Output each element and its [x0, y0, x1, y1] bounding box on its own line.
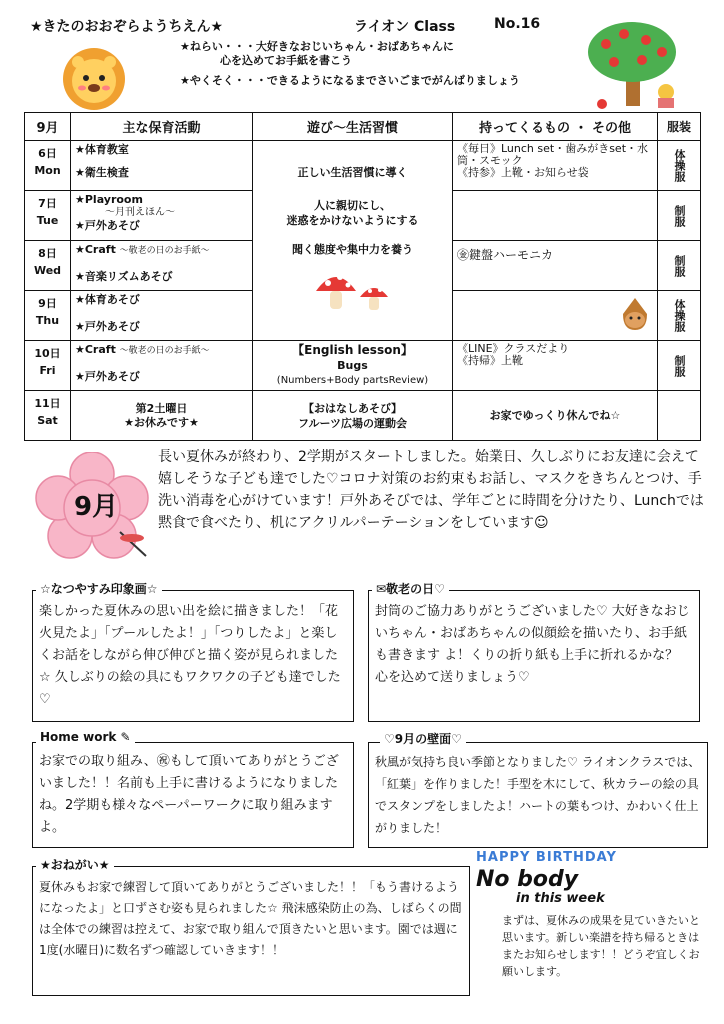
date-cell — [25, 241, 71, 291]
clothing-cell: 制服 — [658, 341, 701, 391]
activity-1-detail: ～敬老の日のお手紙～ — [119, 246, 210, 256]
summer-text: 楽しかった夏休みの思い出を絵に描きました！「花火見たよ」「プールしたよ！」「つりしたよ」と楽しくお話をしながら伸び伸びと描く姿が見られました☆ 久しぶりの絵の具にもワクワクの子ども達でした♡ — [39, 604, 341, 707]
activity-1-detail: ～月刊えほん～ — [105, 207, 175, 218]
activity-cell — [71, 391, 253, 441]
summer-section — [32, 590, 354, 722]
summer-title: ☆なつやすみ印象画☆ — [36, 580, 162, 597]
bring-cell — [453, 241, 658, 291]
date-cell — [25, 191, 71, 241]
bring-item-1: ㊎鍵盤ハーモニカ — [457, 248, 554, 262]
activity-1: ★Craft — [75, 343, 116, 356]
schedule-table — [24, 112, 701, 441]
english-lesson-detail: (Numbers+Body partsReview) — [276, 375, 429, 386]
heart-icon: ♡ — [434, 582, 445, 596]
story-play-topic: フルーツ広場の運動会 — [297, 416, 408, 430]
intro-text: 長い夏休みが終わり、2学期がスタートしました。始業日、久しぶりにお友達に会えて嬉しそうな子ども達でした♡コロナ対策のお約束もお話し、マスクをきちんとつけ、手洗い消毒を心がけています！戸外あそびでは、学年ごとに時間を分けたり、Lunchでは黙食で食べたり、机にアクリルパーテーションをしています☺ — [158, 449, 704, 531]
heart-icon: ♡ — [451, 732, 462, 746]
activity-2: ★音楽リズムあそび — [75, 270, 173, 283]
activity-cell — [71, 141, 253, 191]
english-lesson-title: 【English lesson】 — [292, 343, 413, 357]
request-section — [32, 866, 470, 996]
bring-item-2: 《持参》上靴・お知らせ袋 — [457, 166, 589, 179]
promise-text: ★やくそく・・・できるようになるまでさいごまでがんばりましょう — [180, 74, 520, 87]
date: 11日 — [34, 397, 61, 410]
homework-title-text: Home work — [40, 730, 117, 744]
weekday: Wed — [33, 264, 62, 277]
bring-item-1: 《毎日》Lunch set・歯みがきset・水筒・スモック — [457, 142, 649, 167]
bring-cell: お家でゆっくり休んでね☆ — [453, 391, 658, 441]
wall-title — [380, 730, 466, 747]
bring-cell — [453, 141, 658, 191]
birthday-none: No body — [476, 867, 579, 892]
birthday-section — [476, 850, 706, 980]
birthday-week: in this week — [516, 891, 605, 906]
chestnut-icon — [617, 294, 653, 334]
request-text: 夏休みもお家で練習して頂いてありがとうございました！！「もう書けるようになったよ」と口ずさむ姿も見られました☆ 飛沫感染防止の為、しばらくの間は全体での練習は控えて、お家で取り組んで頂きたいと思います。園では週に1度(水曜日)に数名ずつ確認していきます！！ — [39, 880, 462, 957]
issue-number: No.16 — [494, 16, 541, 32]
story-play-title: 【おはなしあそび】 — [303, 401, 402, 415]
bring-cell — [453, 191, 658, 241]
english-lesson-topic: Bugs — [337, 359, 368, 372]
activity-1: ★体育教室 — [75, 143, 129, 156]
date: 6日 — [38, 147, 57, 160]
heart-icon: ♡ — [384, 732, 395, 746]
clothing-cell: 体操服 — [658, 291, 701, 341]
date: 7日 — [38, 197, 57, 210]
activity-2: ★戸外あそび — [75, 219, 140, 232]
weekday: Thu — [35, 314, 60, 327]
request-title: ★おねがい★ — [36, 856, 114, 873]
header-bring: 持ってくるもの ・ その他 — [453, 113, 658, 141]
english-lesson-cell — [253, 341, 453, 391]
activity-1: 第2土曜日 — [135, 401, 188, 415]
activity-1: ★Playroom — [75, 193, 143, 206]
bring-cell — [453, 291, 658, 341]
class-name: ライオン Class — [354, 19, 456, 35]
bring-item-2: 《持帰》上靴 — [457, 354, 523, 367]
activity-cell — [71, 291, 253, 341]
header-clothing: 服装 — [658, 113, 701, 141]
keiro-section — [368, 590, 700, 722]
table-row — [25, 341, 701, 391]
bring-item-1: 《LINE》クラスだより — [457, 342, 570, 355]
clothing-cell: 体操服 — [658, 141, 701, 191]
table-row — [25, 391, 701, 441]
birthday-title — [476, 850, 706, 865]
activity-2: ★戸外あそび — [75, 370, 140, 383]
activity-2: ★お休みです★ — [124, 415, 199, 429]
bring-cell — [453, 341, 658, 391]
weekday: Sat — [37, 414, 58, 427]
homework-title — [36, 730, 135, 744]
clothing-cell: 制服 — [658, 191, 701, 241]
date-cell — [25, 391, 71, 441]
habit-cell — [253, 141, 453, 341]
header-activities: 主な保育活動 — [71, 113, 253, 141]
birthday-title-text: HAPPY BIRTHDAY — [476, 850, 617, 865]
date-cell — [25, 341, 71, 391]
activity-1: ★体育あそび — [75, 293, 140, 306]
weekday: Mon — [34, 164, 61, 177]
header-habits: 遊び～生活習慣 — [253, 113, 453, 141]
homework-text: お家での取り組み、㊗もして頂いてありがとうございました！！名前も上手に書けるようになりましたね。2学期も様々なペーパーワークに取り組みますよ。 — [39, 754, 339, 835]
table-row — [25, 141, 701, 191]
story-play-cell — [253, 391, 453, 441]
activity-2: ★戸外あそび — [75, 320, 140, 333]
school-name: ★きたのおおぞらようちえん★ — [30, 19, 224, 35]
activity-cell — [71, 241, 253, 291]
header — [24, 12, 700, 108]
aim-line-2: 心を込めてお手紙を書こう — [220, 54, 352, 67]
aim-text — [180, 40, 454, 68]
wall-section — [368, 742, 708, 848]
habit-2b: 迷惑をかけないようにする — [286, 213, 419, 227]
date-cell — [25, 291, 71, 341]
habit-2a: 人に親切にし、 — [314, 198, 391, 212]
weekday: Fri — [39, 364, 56, 377]
homework-section — [32, 742, 354, 848]
date: 10日 — [34, 347, 61, 360]
date-cell — [25, 141, 71, 191]
keiro-title-text: 敬老の日 — [386, 582, 435, 596]
aim-line-1: ★ねらい・・・大好きなおじいちゃん・おばあちゃんに — [180, 40, 454, 53]
lion-illustration-icon — [54, 46, 134, 112]
date: 9日 — [38, 297, 57, 310]
activity-cell — [71, 341, 253, 391]
month-badge: 9月 — [74, 492, 119, 522]
header-month: 9月 — [25, 113, 71, 141]
habit-1: 正しい生活習慣に導く — [297, 165, 408, 179]
mushroom-icon — [308, 267, 398, 313]
activity-2: ★衛生検査 — [75, 166, 129, 179]
envelope-icon: ✉ — [376, 582, 387, 596]
date: 8日 — [38, 247, 57, 260]
wall-text: 秋風が気持ち良い季節となりました♡ ライオンクラスでは、「紅葉」を作りました！手型を木にして、秋カラーの絵の具でスタンプをしましたよ！ハートの葉もつけ、かわいく仕上がりました！ — [375, 755, 701, 835]
keiro-title — [372, 580, 449, 597]
apple-tree-icon — [584, 18, 684, 110]
keiro-text: 封筒のご協力ありがとうございました♡ 大好きなおじいちゃん・おばあちゃんの似顔絵を描いたり、お手紙も書きます よ！くりの折り紙も上手に折れるかな？ 心を込めて送りましょう♡ — [375, 604, 690, 685]
habit-3: 聞く態度や集中力を養う — [292, 242, 413, 256]
clothing-cell: 制服 — [658, 241, 701, 291]
birthday-text: まずは、夏休みの成果を見ていきたいと思います。新しい楽譜を持ち帰るときはまたお知らせします！！どうぞ宜しくお願いします。 — [502, 914, 700, 978]
table-header-row — [25, 113, 701, 141]
clothing-cell — [658, 391, 701, 441]
weekday: Tue — [36, 214, 59, 227]
activity-1-detail: ～敬老の日のお手紙～ — [119, 346, 210, 356]
activity-1: ★Craft — [75, 243, 116, 256]
wall-title-text: 9月の壁面 — [394, 732, 452, 746]
pencil-icon: ✎ — [120, 730, 131, 744]
activity-cell — [71, 191, 253, 241]
